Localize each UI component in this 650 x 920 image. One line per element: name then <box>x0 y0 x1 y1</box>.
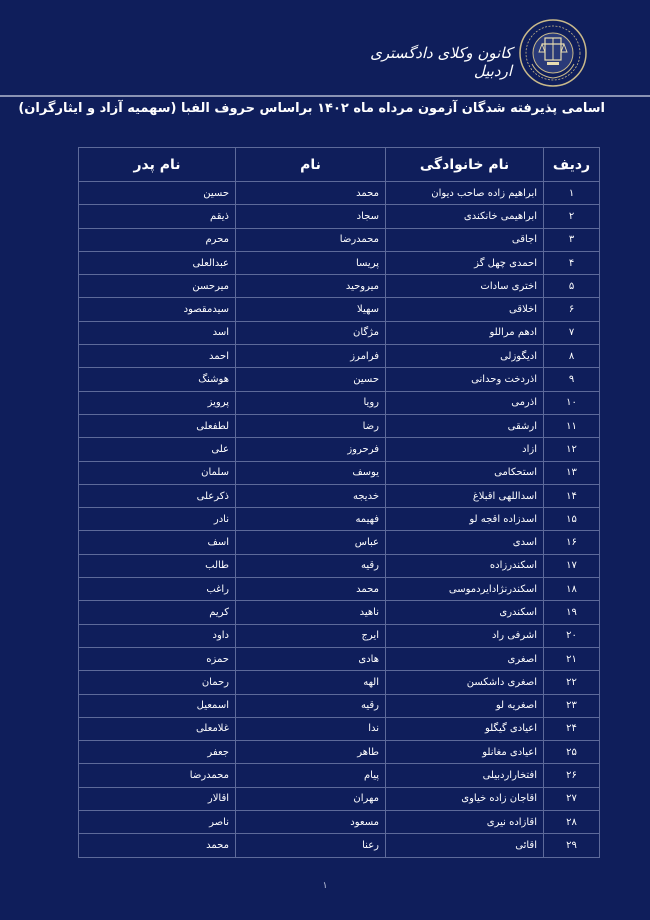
cell-index: ۲۸ <box>544 811 600 834</box>
cell-father-name: حسین <box>79 182 236 205</box>
cell-last-name: ابراهیمی خانکندی <box>386 205 544 228</box>
cell-first-name: رعنا <box>236 834 386 857</box>
table-row <box>79 251 600 274</box>
cell-last-name: اصغری <box>386 647 544 670</box>
cell-first-name: مژگان <box>236 321 386 344</box>
cell-index: ۱۷ <box>544 554 600 577</box>
table-row <box>79 811 600 834</box>
cell-first-name: فرامرز <box>236 345 386 368</box>
cell-index: ۱۱ <box>544 414 600 437</box>
page-number: ۱ <box>322 881 328 891</box>
cell-index: ۲۳ <box>544 694 600 717</box>
cell-last-name: ارشقی <box>386 414 544 437</box>
cell-first-name: رقیه <box>236 694 386 717</box>
cell-father-name: راغب <box>79 578 236 601</box>
cell-father-name: ذیقم <box>79 205 236 228</box>
header-father-name: نام پدر <box>79 148 236 182</box>
table-row <box>79 741 600 764</box>
cell-father-name: سلمان <box>79 461 236 484</box>
cell-father-name: سیدمقصود <box>79 298 236 321</box>
cell-last-name: اسداللهی اقبلاغ <box>386 484 544 507</box>
cell-father-name: اسف <box>79 531 236 554</box>
table-row <box>79 182 600 205</box>
cell-index: ۶ <box>544 298 600 321</box>
cell-index: ۱۰ <box>544 391 600 414</box>
cell-first-name: رقیه <box>236 554 386 577</box>
cell-first-name: هادی <box>236 647 386 670</box>
cell-first-name: ایرج <box>236 624 386 647</box>
cell-last-name: اصغری داشکسن <box>386 671 544 694</box>
cell-last-name: اقازاده نیری <box>386 811 544 834</box>
table-row <box>79 461 600 484</box>
cell-index: ۲۷ <box>544 787 600 810</box>
cell-first-name: پیام <box>236 764 386 787</box>
header-first-name: نام <box>236 148 386 182</box>
cell-father-name: علی <box>79 438 236 461</box>
table-row <box>79 647 600 670</box>
table-row <box>79 391 600 414</box>
cell-index: ۱۲ <box>544 438 600 461</box>
cell-first-name: سهیلا <box>236 298 386 321</box>
table-row <box>79 671 600 694</box>
cell-index: ۲۱ <box>544 647 600 670</box>
accepted-candidates-table <box>78 147 600 858</box>
cell-index: ۲ <box>544 205 600 228</box>
organization-name: کانون وکلای دادگستری اردبیل <box>370 44 512 80</box>
cell-first-name: ناهید <box>236 601 386 624</box>
cell-father-name: رحمان <box>79 671 236 694</box>
table-row <box>79 531 600 554</box>
table-row <box>79 298 600 321</box>
header-index: ردیف <box>544 148 600 182</box>
cell-father-name: هوشنگ <box>79 368 236 391</box>
table-row <box>79 787 600 810</box>
table-row <box>79 764 600 787</box>
cell-father-name: اقالار <box>79 787 236 810</box>
table-row <box>79 508 600 531</box>
header-last-name: نام خانوادگی <box>386 148 544 182</box>
table-row <box>79 228 600 251</box>
cell-index: ۷ <box>544 321 600 344</box>
cell-first-name: فرحروز <box>236 438 386 461</box>
cell-last-name: افتخاراردبیلی <box>386 764 544 787</box>
cell-first-name: میروحید <box>236 275 386 298</box>
cell-first-name: طاهر <box>236 741 386 764</box>
table-row <box>79 624 600 647</box>
cell-first-name: محمدرضا <box>236 228 386 251</box>
cell-first-name: رویا <box>236 391 386 414</box>
cell-last-name: اعیادی مغانلو <box>386 741 544 764</box>
table-row <box>79 205 600 228</box>
cell-index: ۴ <box>544 251 600 274</box>
table-header-row <box>79 148 600 182</box>
cell-father-name: محرم <box>79 228 236 251</box>
cell-last-name: اسدی <box>386 531 544 554</box>
cell-last-name: اشرفی راد <box>386 624 544 647</box>
cell-last-name: استحکامی <box>386 461 544 484</box>
header-divider <box>0 95 650 97</box>
cell-father-name: اسمعیل <box>79 694 236 717</box>
cell-father-name: پرویز <box>79 391 236 414</box>
cell-father-name: ذکرعلی <box>79 484 236 507</box>
table-row <box>79 717 600 740</box>
cell-index: ۲۴ <box>544 717 600 740</box>
cell-father-name: طالب <box>79 554 236 577</box>
cell-last-name: اذرمی <box>386 391 544 414</box>
cell-father-name: عبدالعلی <box>79 251 236 274</box>
cell-father-name: غلامعلی <box>79 717 236 740</box>
table-row <box>79 368 600 391</box>
cell-index: ۲۹ <box>544 834 600 857</box>
cell-index: ۲۰ <box>544 624 600 647</box>
table-row <box>79 694 600 717</box>
cell-last-name: اذردخت وحدانی <box>386 368 544 391</box>
document-title: اسامی پذیرفته شدگان آزمون مرداه ماه ۱۴۰۲ براساس حروف الفبا (سهمیه آزاد و ایثارگران) <box>18 101 605 116</box>
cell-last-name: اسکندرزاده <box>386 554 544 577</box>
table-row <box>79 578 600 601</box>
cell-first-name: عباس <box>236 531 386 554</box>
cell-father-name: ناصر <box>79 811 236 834</box>
cell-first-name: فهیمه <box>236 508 386 531</box>
cell-last-name: احمدی چهل گز <box>386 251 544 274</box>
cell-first-name: الهه <box>236 671 386 694</box>
cell-last-name: اخلاقی <box>386 298 544 321</box>
cell-index: ۱۶ <box>544 531 600 554</box>
cell-father-name: نادر <box>79 508 236 531</box>
cell-last-name: اسدزاده اقجه لو <box>386 508 544 531</box>
cell-index: ۱۹ <box>544 601 600 624</box>
table-row <box>79 321 600 344</box>
table-row <box>79 345 600 368</box>
cell-father-name: حمزه <box>79 647 236 670</box>
cell-father-name: احمد <box>79 345 236 368</box>
cell-first-name: سجاد <box>236 205 386 228</box>
table-row <box>79 275 600 298</box>
cell-index: ۳ <box>544 228 600 251</box>
cell-last-name: ادیگوزلی <box>386 345 544 368</box>
cell-last-name: ازاد <box>386 438 544 461</box>
table-row <box>79 414 600 437</box>
cell-index: ۲۶ <box>544 764 600 787</box>
cell-index: ۱۸ <box>544 578 600 601</box>
cell-father-name: لطفعلی <box>79 414 236 437</box>
table-row <box>79 484 600 507</box>
cell-first-name: مسعود <box>236 811 386 834</box>
cell-father-name: داود <box>79 624 236 647</box>
cell-first-name: مهران <box>236 787 386 810</box>
cell-last-name: ادهم مراللو <box>386 321 544 344</box>
cell-first-name: رضا <box>236 414 386 437</box>
cell-father-name: کریم <box>79 601 236 624</box>
cell-index: ۱۳ <box>544 461 600 484</box>
cell-father-name: میرحسن <box>79 275 236 298</box>
cell-first-name: حسین <box>236 368 386 391</box>
table-body <box>79 182 600 858</box>
cell-last-name: اقائی <box>386 834 544 857</box>
table-row <box>79 554 600 577</box>
cell-first-name: پریسا <box>236 251 386 274</box>
table-row <box>79 834 600 857</box>
cell-first-name: ندا <box>236 717 386 740</box>
cell-last-name: اصغریه لو <box>386 694 544 717</box>
cell-first-name: خدیجه <box>236 484 386 507</box>
cell-last-name: اختری سادات <box>386 275 544 298</box>
cell-last-name: اعیادی گیگلو <box>386 717 544 740</box>
bar-association-emblem-icon <box>518 18 588 88</box>
cell-last-name: ابراهیم زاده صاحب دیوان <box>386 182 544 205</box>
cell-father-name: محمدرضا <box>79 764 236 787</box>
cell-last-name: اجاقی <box>386 228 544 251</box>
cell-index: ۸ <box>544 345 600 368</box>
cell-index: ۵ <box>544 275 600 298</box>
cell-first-name: محمد <box>236 578 386 601</box>
cell-index: ۲۵ <box>544 741 600 764</box>
cell-index: ۲۲ <box>544 671 600 694</box>
cell-last-name: اسکندری <box>386 601 544 624</box>
table-row <box>79 601 600 624</box>
cell-father-name: اسد <box>79 321 236 344</box>
cell-index: ۱۵ <box>544 508 600 531</box>
cell-first-name: محمد <box>236 182 386 205</box>
cell-father-name: محمد <box>79 834 236 857</box>
cell-index: ۹ <box>544 368 600 391</box>
cell-index: ۱ <box>544 182 600 205</box>
cell-last-name: اقاجان زاده خیاوی <box>386 787 544 810</box>
cell-first-name: یوسف <box>236 461 386 484</box>
cell-father-name: جعفر <box>79 741 236 764</box>
cell-index: ۱۴ <box>544 484 600 507</box>
table-row <box>79 438 600 461</box>
cell-last-name: اسکندرنژادایردموسی <box>386 578 544 601</box>
